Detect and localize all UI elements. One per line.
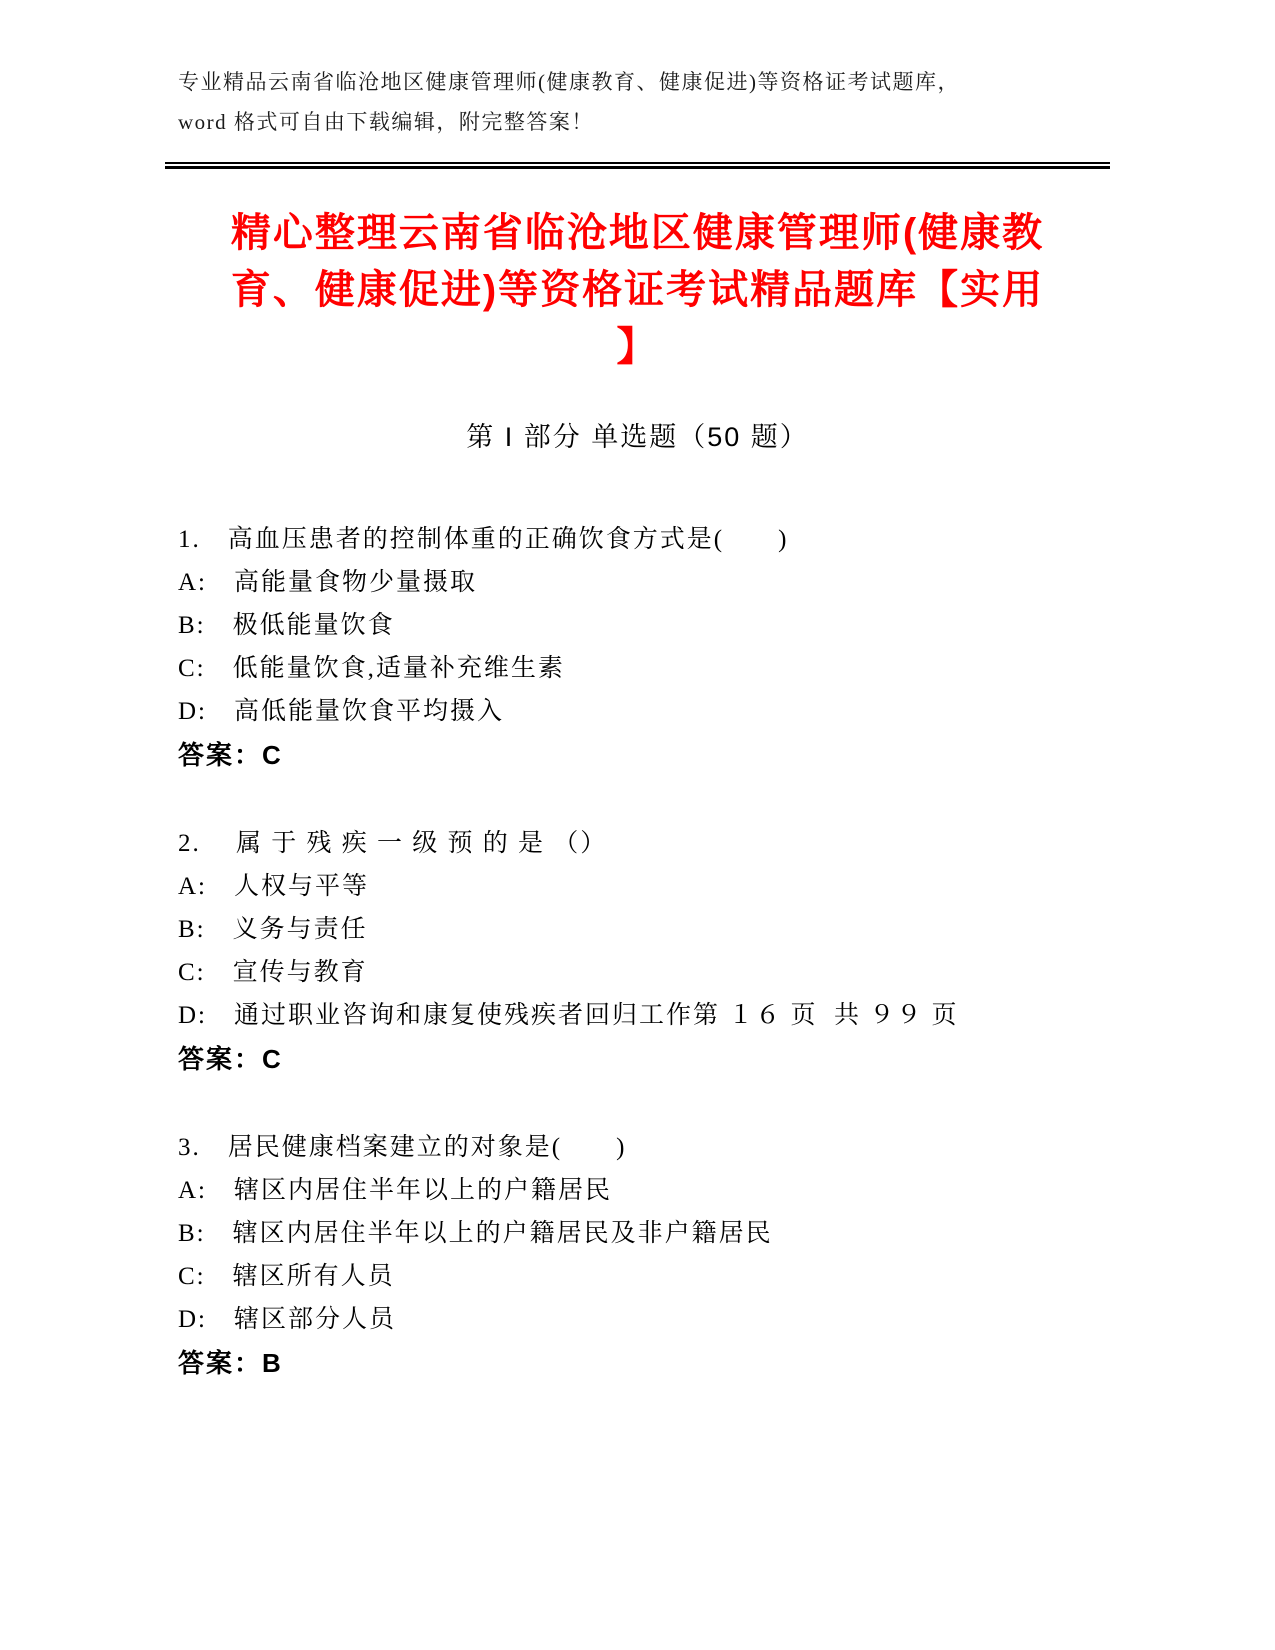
option-line-c: C: 低能量饮食,适量补充维生素 — [178, 655, 565, 682]
option-line-a: A: 人权与平等 — [178, 873, 370, 900]
question-stem: 1. 高血压患者的控制体重的正确饮食方式是( ) — [178, 526, 789, 553]
question-stem: 3. 居民健康档案建立的对象是( ) — [178, 1134, 627, 1161]
option-line-a: A: 高能量食物少量摄取 — [178, 569, 478, 596]
question-block-2 — [178, 822, 1110, 1082]
option-line-b: B: 辖区内居住半年以上的户籍居民及非户籍居民 — [178, 1220, 773, 1247]
section-heading: 第 I 部分 单选题（50 题） — [466, 422, 809, 452]
option-line-c: C: 宣传与教育 — [178, 959, 368, 986]
question-block-3 — [178, 1126, 1110, 1386]
question-block-1 — [178, 518, 1110, 778]
option-line-a: A: 辖区内居住半年以上的户籍居民 — [178, 1177, 613, 1204]
question-list — [165, 518, 1110, 1386]
option-line-d: D: 高低能量饮食平均摄入 — [178, 698, 505, 725]
option-line-b: B: 极低能量饮食 — [178, 612, 395, 639]
header-note-line1: 专业精品云南省临沧地区健康管理师(健康教育、健康促进)等资格证考试题库， — [178, 70, 960, 94]
page-title-line2: 育、健康促进)等资格证考试精品题库【实用 — [230, 268, 1045, 312]
option-line-d: D: 通过职业咨询和康复使残疾者回归工作第 １６ 页 共 ９９ 页 — [178, 1002, 959, 1029]
answer-line: 答案：C — [178, 740, 283, 770]
answer-line: 答案：B — [178, 1348, 283, 1378]
option-line-b: B: 义务与责任 — [178, 916, 368, 943]
header-note — [165, 62, 1110, 142]
page-title — [165, 205, 1110, 376]
question-stem: 2. 属 于 残 疾 一 级 预 的 是 （） — [178, 830, 608, 857]
header-divider — [165, 162, 1110, 169]
page-title-line1: 精心整理云南省临沧地区健康管理师(健康教 — [230, 211, 1045, 255]
page-title-line3: 】 — [616, 325, 659, 369]
answer-line: 答案：C — [178, 1044, 283, 1074]
header-note-line2: word 格式可自由下载编辑，附完整答案！ — [178, 110, 594, 134]
option-line-d: D: 辖区部分人员 — [178, 1306, 397, 1333]
option-line-c: C: 辖区所有人员 — [178, 1263, 395, 1290]
